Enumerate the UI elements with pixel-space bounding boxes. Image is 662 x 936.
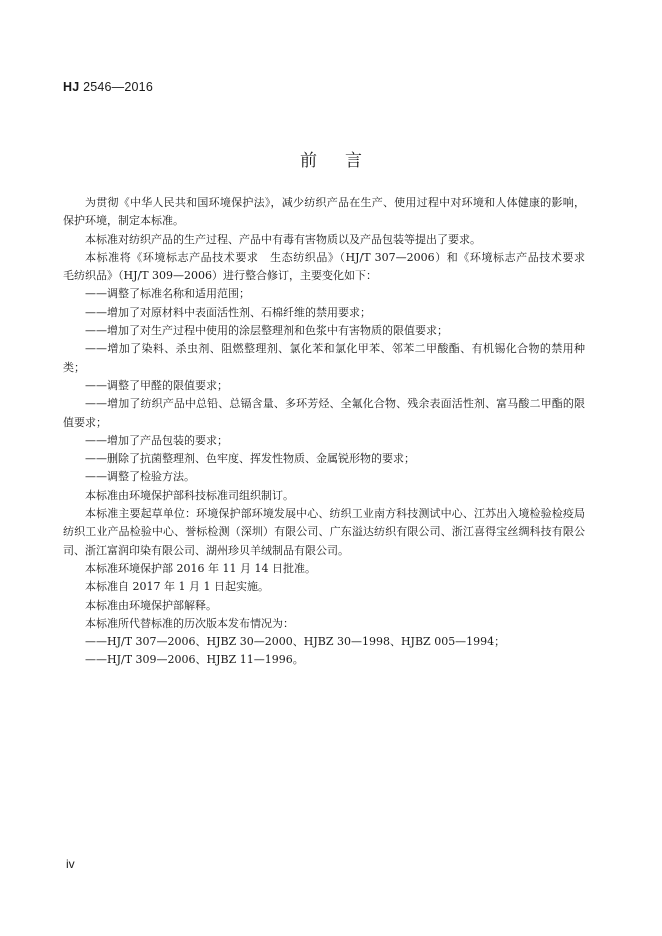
- page-number: iv: [66, 857, 75, 871]
- change-item: ——调整了标准名称和适用范围；: [85, 287, 250, 301]
- standard-prefix: HJ: [63, 80, 80, 94]
- paragraph: 本标准自 2017 年 1 月 1 日起实施。: [85, 580, 269, 594]
- change-item: ——增加了对原材料中表面活性剂、石棉纤维的禁用要求；: [85, 305, 371, 319]
- superseded-item: ——HJ/T 307—2006、HJBZ 30—2000、HJBZ 30—1998、HJBZ 005—1994；: [85, 635, 506, 649]
- paragraph: 本标准对纺织产品的生产过程、产品中有毒有害物质以及产品包装等提出了要求。: [85, 232, 481, 246]
- standard-number: 2546—2016: [79, 80, 153, 94]
- paragraph: 本标准将《环境标志产品技术要求 生态纺织品》（HJ/T 307—2006）和《环境标志产品技术要求 毛纺织品》（HJ/T 309—2006）进行整合修订，主要变化如下：: [63, 250, 596, 283]
- paragraph: 本标准主要起草单位：环境保护部环境发展中心、纺织工业南方科技测试中心、江苏出入境检验检疫局纺织工业产品检验中心、誉标检测（深圳）有限公司、广东溢达纺织有限公司、浙江喜得宝丝绸科技有限公司、浙江富润印染有限公司、湖州珍贝羊绒制品有限公司。: [63, 507, 585, 557]
- page-title: 前言: [300, 151, 390, 171]
- paragraph: 本标准由环境保护部科技标准司组织制订。: [85, 488, 294, 502]
- superseded-item: ——HJ/T 309—2006、HJBZ 11—1996。: [85, 653, 304, 667]
- paragraph: 为贯彻《中华人民共和国环境保护法》，减少纺织产品在生产、使用过程中对环境和人体健康的影响，保护环境，制定本标准。: [63, 196, 585, 228]
- change-item: ——增加了产品包装的要求；: [85, 433, 228, 447]
- change-item: ——调整了检验方法。: [85, 470, 195, 484]
- change-item: ——调整了甲醛的限值要求；: [85, 378, 228, 392]
- document-header: [63, 80, 153, 94]
- paragraph: 本标准所代替标准的历次版本发布情况为：: [85, 616, 294, 630]
- change-item: ——增加了染料、杀虫剂、阻燃整理剂、氯化苯和氯化甲苯、邻苯二甲酸酯、有机锡化合物的禁用种类；: [63, 342, 585, 374]
- change-item: ——删除了抗菌整理剂、色牢度、挥发性物质、金属锐形物的要求；: [85, 452, 415, 466]
- change-item: ——增加了对生产过程中使用的涂层整理剂和色浆中有害物质的限值要求；: [85, 324, 448, 338]
- paragraph: 本标准环境保护部 2016 年 11 月 14 日批准。: [85, 561, 316, 575]
- change-item: ——增加了纺织产品中总铅、总镉含量、多环芳烃、全氟化合物、残余表面活性剂、富马酸二甲酯的限值要求；: [63, 397, 585, 429]
- paragraph: 本标准由环境保护部解释。: [85, 598, 217, 612]
- foreword-body: [63, 194, 596, 670]
